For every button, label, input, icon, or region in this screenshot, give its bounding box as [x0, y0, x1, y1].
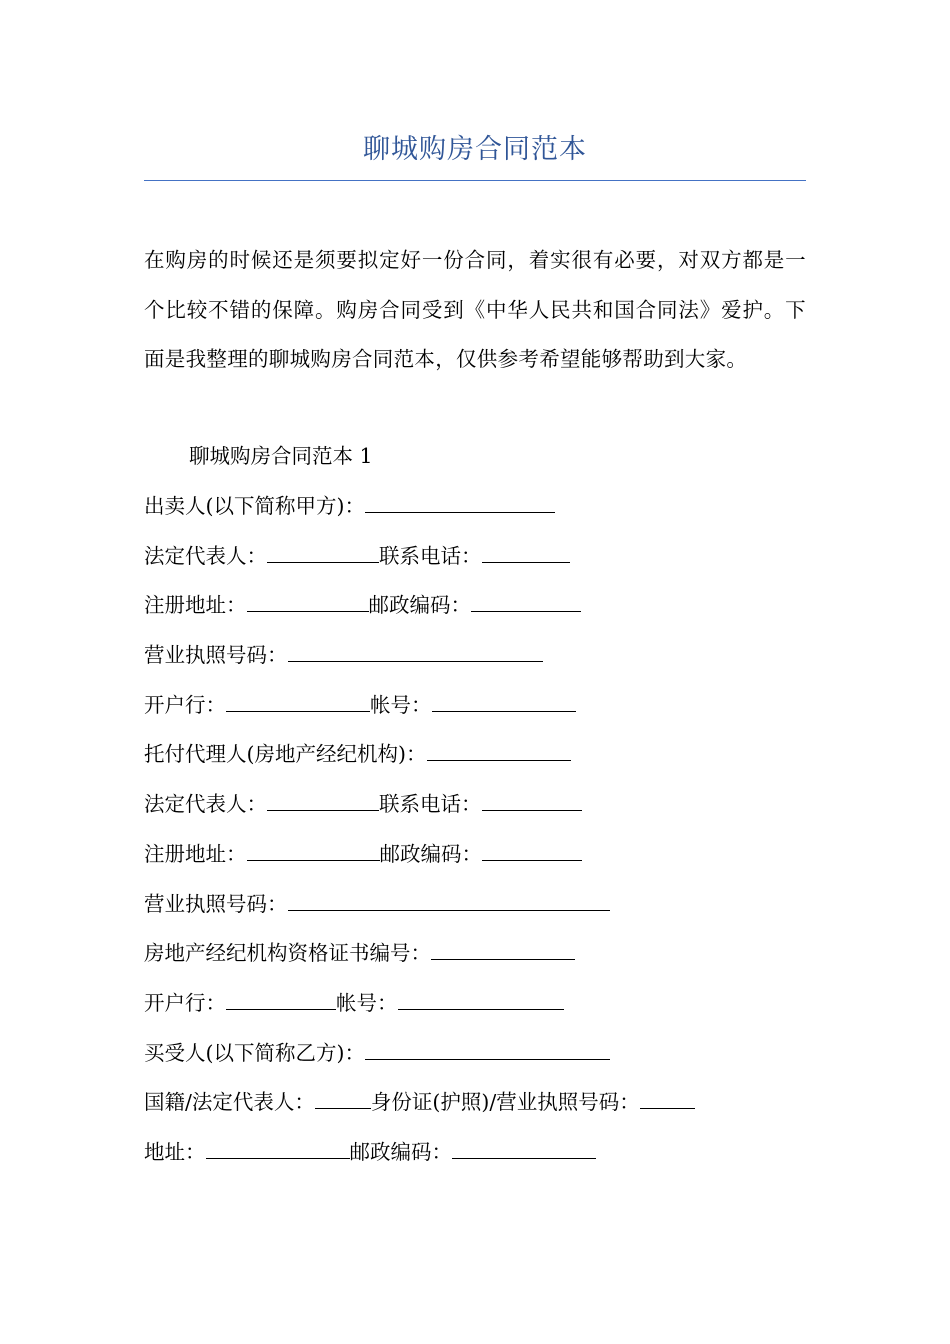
field-label: 帐号： [336, 990, 398, 1015]
form-row-address [144, 838, 806, 888]
contract-form [144, 490, 806, 1186]
blank-field[interactable] [247, 838, 380, 861]
field-label: 法定代表人： [144, 792, 267, 817]
blank-field[interactable] [640, 1086, 695, 1109]
field-label: 邮政编码： [379, 841, 482, 866]
field-label: 邮政编码： [368, 593, 471, 618]
blank-field[interactable] [432, 689, 576, 712]
blank-field[interactable] [471, 589, 581, 612]
field-label: 营业执照号码： [144, 643, 288, 668]
field-label: 房地产经纪机构资格证书编号： [144, 941, 431, 966]
title-divider [144, 180, 806, 181]
form-row-address [144, 589, 806, 639]
blank-field[interactable] [365, 490, 555, 513]
blank-field[interactable] [365, 1037, 610, 1060]
intro-paragraph: 在购房的时候还是须要拟定好一份合同，着实很有必要，对双方都是一个比较不错的保障。购房合同受到《中华人民共和国合同法》爱护。下面是我整理的聊城购房合同范本，仅供参考希望能够帮助到大家。 [144, 248, 806, 372]
form-row-license [144, 888, 806, 938]
blank-field[interactable] [482, 838, 582, 861]
form-row-license [144, 639, 806, 689]
form-row-nationality [144, 1086, 806, 1136]
field-label: 买受人(以下简称乙方)： [144, 1040, 365, 1065]
blank-field[interactable] [482, 788, 582, 811]
field-label: 帐号： [370, 692, 432, 717]
blank-field[interactable] [226, 987, 336, 1010]
field-label: 开户行： [144, 990, 226, 1015]
form-row-agency-cert [144, 937, 806, 987]
field-label: 法定代表人： [144, 543, 267, 568]
field-label: 托付代理人(房地产经纪机构)： [144, 742, 427, 767]
blank-field[interactable] [427, 738, 571, 761]
blank-field[interactable] [267, 540, 379, 563]
blank-field[interactable] [206, 1136, 350, 1159]
blank-field[interactable] [288, 888, 610, 911]
form-row-bank [144, 987, 806, 1037]
field-label: 开户行： [144, 692, 226, 717]
blank-field[interactable] [431, 937, 575, 960]
blank-field[interactable] [267, 788, 379, 811]
field-label: 身份证(护照)/营业执照号码： [370, 1090, 640, 1115]
section-heading: 聊城购房合同范本 1 [189, 444, 373, 468]
field-label: 注册地址： [144, 841, 247, 866]
blank-field[interactable] [288, 639, 543, 662]
blank-field[interactable] [452, 1136, 596, 1159]
field-label: 出卖人(以下简称甲方)： [144, 494, 365, 518]
document-title: 聊城购房合同范本 [363, 134, 587, 165]
form-row-buyer-address [144, 1136, 806, 1186]
blank-field[interactable] [482, 540, 570, 563]
field-label: 联系电话： [379, 543, 482, 568]
blank-field[interactable] [315, 1086, 371, 1109]
blank-field[interactable] [247, 589, 369, 612]
field-label: 注册地址： [144, 593, 247, 618]
field-label: 地址： [144, 1139, 206, 1164]
blank-field[interactable] [398, 987, 564, 1010]
form-row-bank [144, 689, 806, 739]
form-row-buyer [144, 1037, 806, 1087]
field-label: 联系电话： [379, 792, 482, 817]
form-row-legal-rep [144, 540, 806, 590]
field-label: 营业执照号码： [144, 891, 288, 916]
form-row-agent [144, 738, 806, 788]
field-label: 国籍/法定代表人： [144, 1090, 315, 1115]
form-row-legal-rep [144, 788, 806, 838]
blank-field[interactable] [226, 689, 370, 712]
field-label: 邮政编码： [349, 1139, 452, 1164]
form-row-seller [144, 490, 806, 540]
